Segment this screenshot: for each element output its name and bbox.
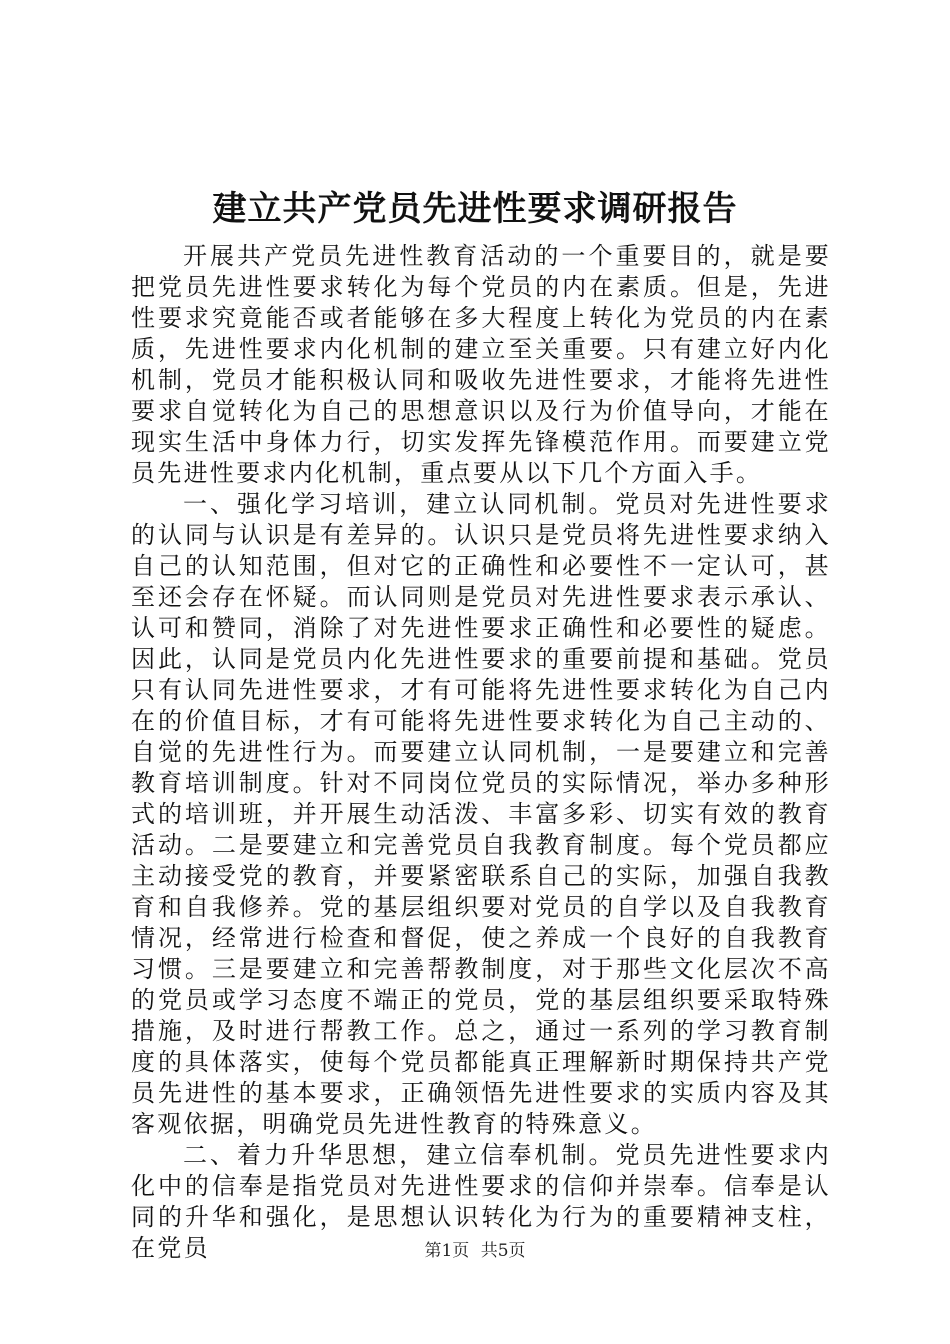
document-body [131, 241, 831, 1264]
document-title: 建立共产党员先进性要求调研报告 [212, 189, 738, 229]
paragraph-intro: 开展共产党员先进性教育活动的一个重要目的，就是要把党员先进性要求转化为每个党员的内在素质。但是，先进性要求究竟能否或者能够在多大程度上转化为党员的内在素质，先进性要求内化机制的建立至关重要。只有建立好内化机制，党员才能积极认同和吸收先进性要求，才能将先进性要求自觉转化为自己的思想意识以及行为价值导向，才能在现实生活中身体力行，切实发挥先锋模范作用。而要建立党员先进性要求内化机制，重点要从以下几个方面入手。 [131, 242, 831, 487]
page-footer [0, 1239, 950, 1263]
paragraph-section-one: 一、强化学习培训，建立认同机制。党员对先进性要求的认同与认识是有差异的。认识只是党员将先进性要求纳入自己的认知范围，但对它的正确性和必要性不一定认可，甚至还会存在怀疑。而认同则是党员对先进性要求表示承认、认可和赞同，消除了对先进性要求正确性和必要性的疑虑。因此，认同是党员内化先进性要求的重要前提和基础。党员只有认同先进性要求，才有可能将先进性要求转化为自己内在的价值目标，才有可能将先进性要求转化为自己主动的、自觉的先进性行为。而要建立认同机制，一是要建立和完善教育培训制度。针对不同岗位党员的实际情况，举办多种形式的培训班，并开展生动活泼、丰富多彩、切实有效的教育活动。二是要建立和完善党员自我教育制度。每个党员都应主动接受党的教育，并要紧密联系自己的实际，加强自我教育和自我修养。党的基层组织要对党员的自学以及自我教育情况，经常进行检查和督促，使之养成一个良好的自我教育习惯。三是要建立和完善帮教制度，对于那些文化层次不高的党员或学习态度不端正的党员，党的基层组织要采取特殊措施，及时进行帮教工作。总之，通过一系列的学习教育制度的具体落实，使每个党员都能真正理解新时期保持共产党员先进性的基本要求，正确领悟先进性要求的实质内容及其客观依据，明确党员先进性教育的特殊意义。 [131, 490, 831, 1138]
page-number: 第1页 [424, 1241, 470, 1261]
paragraph-section-two: 二、着力升华思想，建立信奉机制。党员先进性要求内化中的信奉是指党员对先进性要求的信仰并崇奉。信奉是认同的升华和强化，是思想认识转化为行为的重要精神支柱，在党员 [131, 1141, 831, 1262]
page-total: 共5页 [480, 1241, 526, 1261]
